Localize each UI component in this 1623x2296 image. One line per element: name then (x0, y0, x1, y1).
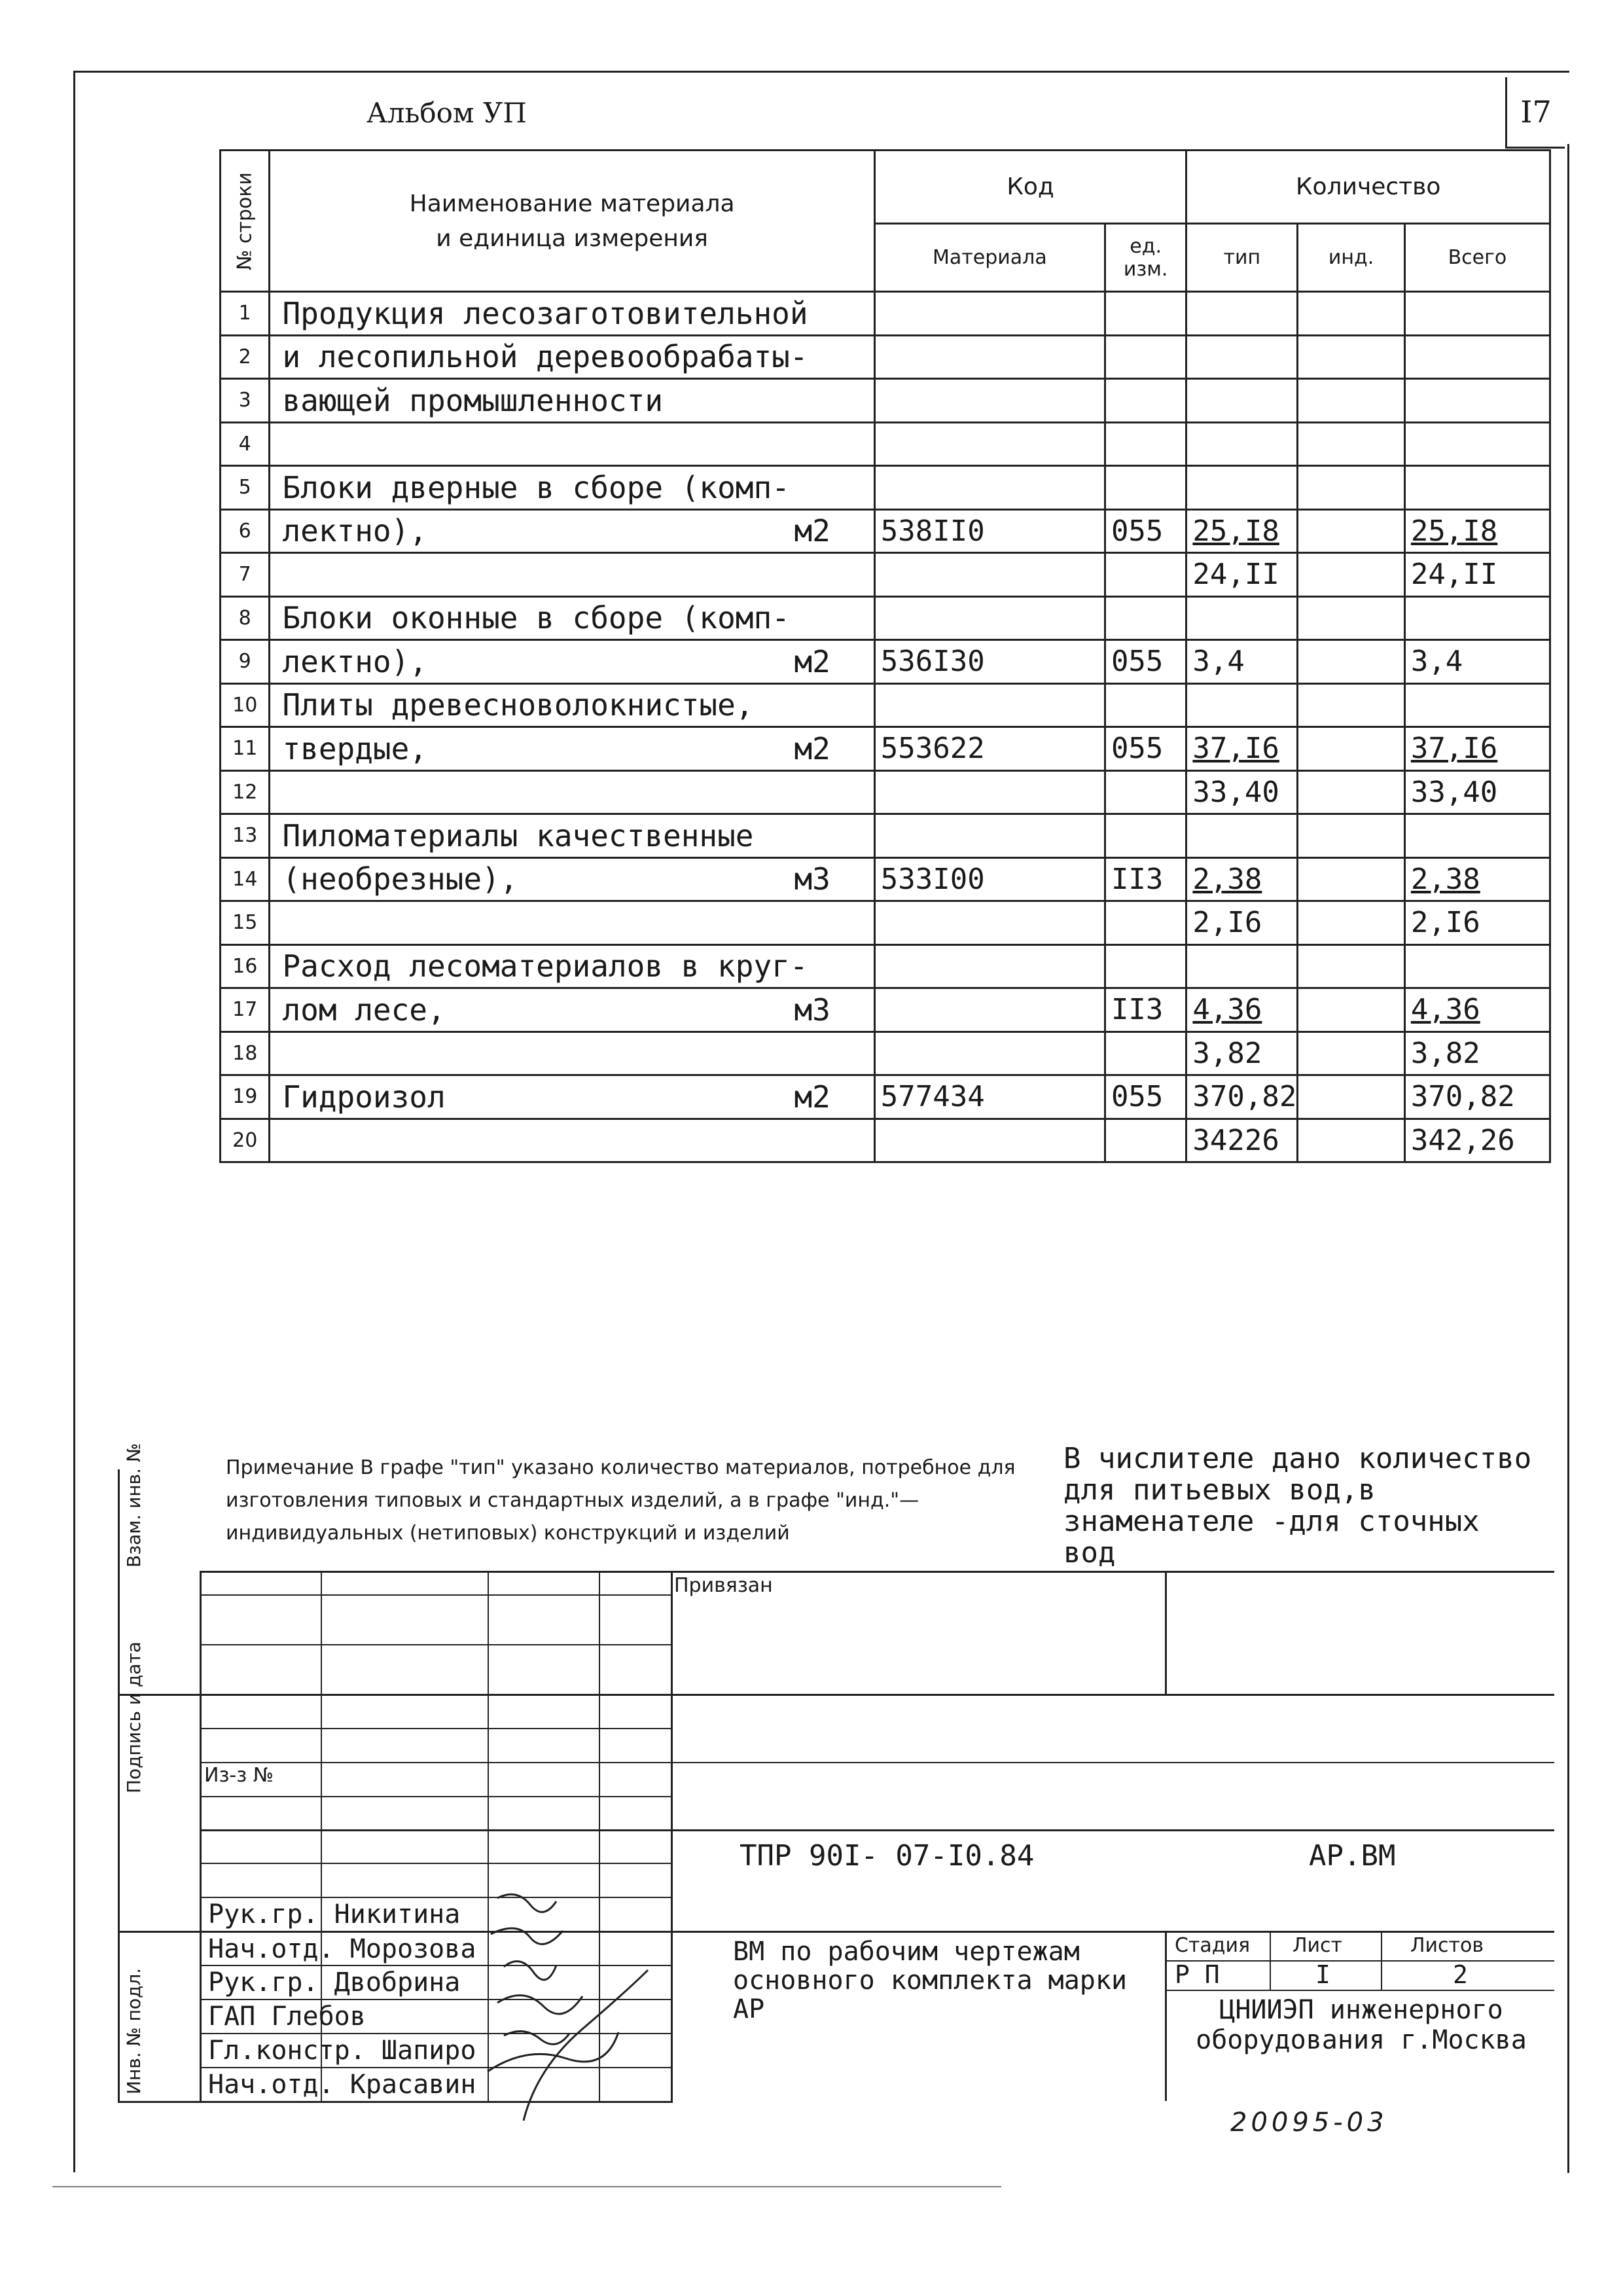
table-row (221, 727, 1550, 771)
material-name-text: твердые, (282, 730, 427, 766)
material-name (270, 901, 874, 945)
unit-code (1105, 944, 1186, 988)
qty-ind (1298, 1031, 1405, 1075)
signer: ГАП Глебов (208, 2001, 366, 2032)
side-label-vzam: Взам. инв. № (123, 1443, 145, 1568)
qty-total: 2,38 (1404, 857, 1550, 901)
row-number: 10 (221, 683, 270, 727)
material-unit: м2 (794, 730, 830, 766)
material-code (874, 770, 1105, 814)
table-row (221, 944, 1550, 988)
qty-typ (1186, 814, 1298, 858)
unit-code (1105, 770, 1186, 814)
table-row (221, 1031, 1550, 1075)
material-code (874, 988, 1105, 1032)
unit-code (1105, 422, 1186, 466)
row-number: 13 (221, 814, 270, 858)
material-name (270, 857, 874, 901)
signer: Рук.гр. Двобрина (208, 1967, 461, 1998)
qty-ind (1298, 509, 1405, 553)
archive-number: 20095-03 (1230, 2108, 1388, 2138)
row-number: 3 (221, 379, 270, 423)
sheet-header: Лист (1293, 1934, 1343, 1957)
note-right: В числителе дано количество для питьевых вод,в знаменателе -для сточных вод (1063, 1442, 1532, 1570)
organization: ЦНИИЭП инженерного оборудования г.Москва (1196, 1995, 1527, 2055)
change-no-label: Из-з № (204, 1764, 274, 1787)
qty-ind (1298, 857, 1405, 901)
qty-ind (1298, 814, 1405, 858)
qty-typ (1186, 335, 1298, 379)
qty-typ (1186, 683, 1298, 727)
row-number: 16 (221, 944, 270, 988)
material-name-text: (необрезные), (282, 861, 518, 897)
material-name (270, 770, 874, 814)
qty-total (1404, 814, 1550, 858)
qty-typ: 37,I6 (1186, 727, 1298, 771)
unit-code (1105, 596, 1186, 640)
qty-ind (1298, 335, 1405, 379)
material-unit: м2 (794, 513, 830, 549)
material-name (270, 553, 874, 597)
qty-total: 342,26 (1404, 1119, 1550, 1162)
qty-ind (1298, 1075, 1405, 1119)
sheet-value: I (1315, 1960, 1330, 1989)
table-row (221, 770, 1550, 814)
table-row (221, 292, 1550, 336)
material-name-text: лектно), (282, 643, 427, 679)
qty-ind (1298, 379, 1405, 423)
table-row (221, 379, 1550, 423)
qty-total (1404, 292, 1550, 336)
qty-ind (1298, 901, 1405, 945)
qty-typ (1186, 466, 1298, 510)
material-name (270, 683, 874, 727)
table-row (221, 596, 1550, 640)
row-number: 2 (221, 335, 270, 379)
unit-code: II3 (1105, 988, 1186, 1032)
qty-typ (1186, 944, 1298, 988)
qty-typ (1186, 422, 1298, 466)
material-name (270, 335, 874, 379)
material-name (270, 727, 874, 771)
qty-total (1404, 335, 1550, 379)
qty-typ (1186, 292, 1298, 336)
qty-typ: 2,I6 (1186, 901, 1298, 945)
qty-ind (1298, 1119, 1405, 1162)
qty-ind (1298, 640, 1405, 684)
stage-header: Стадия (1175, 1934, 1251, 1957)
material-name-text: Продукция лесозаготовительной (282, 295, 808, 331)
qty-typ: 3,82 (1186, 1031, 1298, 1075)
qty-typ: 2,38 (1186, 857, 1298, 901)
material-code (874, 466, 1105, 510)
stage-value: Р П (1175, 1960, 1220, 1989)
material-code (874, 683, 1105, 727)
material-name (270, 814, 874, 858)
qty-typ: 33,40 (1186, 770, 1298, 814)
table-row (221, 422, 1550, 466)
row-number: 1 (221, 292, 270, 336)
signer: Нач.отд. Морозова (208, 1934, 476, 1964)
material-name (270, 1031, 874, 1075)
material-name (270, 509, 874, 553)
unit-code (1105, 292, 1186, 336)
signer: Гл.констр. Шапиро (208, 2036, 476, 2066)
row-number: 17 (221, 988, 270, 1032)
qty-ind (1298, 292, 1405, 336)
row-number: 7 (221, 553, 270, 597)
unit-code: II3 (1105, 857, 1186, 901)
table-row (221, 1119, 1550, 1162)
qty-total: 25,I8 (1404, 509, 1550, 553)
doc-code: ТПР 90I- 07-I0.84 (740, 1839, 1035, 1873)
qty-total (1404, 422, 1550, 466)
material-code: 536I30 (874, 640, 1105, 684)
material-name (270, 422, 874, 466)
material-code (874, 292, 1105, 336)
unit-code (1105, 683, 1186, 727)
material-name (270, 379, 874, 423)
material-unit: м2 (794, 1079, 830, 1115)
row-number: 6 (221, 509, 270, 553)
material-code (874, 1031, 1105, 1075)
material-code (874, 335, 1105, 379)
material-name (270, 988, 874, 1032)
qty-typ: 24,II (1186, 553, 1298, 597)
qty-total: 3,4 (1404, 640, 1550, 684)
qty-ind (1298, 727, 1405, 771)
qty-total (1404, 944, 1550, 988)
material-unit: м3 (794, 861, 830, 897)
album-title: Альбом УП (366, 97, 527, 129)
row-number: 11 (221, 727, 270, 771)
unit-code (1105, 553, 1186, 597)
table-row (221, 1075, 1550, 1119)
qty-ind (1298, 422, 1405, 466)
qty-typ: 25,I8 (1186, 509, 1298, 553)
qty-typ (1186, 379, 1298, 423)
material-name (270, 596, 874, 640)
row-number: 4 (221, 422, 270, 466)
material-name (270, 1075, 874, 1119)
unit-code: 055 (1105, 509, 1186, 553)
table-row (221, 814, 1550, 858)
header-typ: тип (1186, 224, 1298, 292)
header-total: Всего (1404, 224, 1550, 292)
material-code (874, 422, 1105, 466)
row-number: 15 (221, 901, 270, 945)
row-number: 5 (221, 466, 270, 510)
material-name (270, 466, 874, 510)
material-name-text: лом лесе, (282, 992, 446, 1028)
row-number: 14 (221, 857, 270, 901)
unit-code (1105, 466, 1186, 510)
side-label-inv: Инв. № подл. (123, 1967, 145, 2094)
header-code: Код (874, 151, 1186, 224)
material-code (874, 379, 1105, 423)
qty-typ: 3,4 (1186, 640, 1298, 684)
qty-ind (1298, 466, 1405, 510)
material-name (270, 292, 874, 336)
table-row (221, 553, 1550, 597)
material-code: 553622 (874, 727, 1105, 771)
qty-total: 4,36 (1404, 988, 1550, 1032)
signer: Нач.отд. Красавин (208, 2070, 476, 2100)
material-code (874, 553, 1105, 597)
header-quantity: Количество (1186, 151, 1550, 224)
material-name-text: Блоки оконные в сборе (комп- (282, 600, 790, 636)
unit-code: 055 (1105, 1075, 1186, 1119)
doc-mark: АР.ВМ (1309, 1839, 1396, 1873)
qty-typ: 370,82 (1186, 1075, 1298, 1119)
signer: Рук.гр. Никитина (208, 1899, 461, 1929)
unit-code (1105, 1031, 1186, 1075)
header-unit: ед. изм. (1105, 224, 1186, 292)
row-number: 8 (221, 596, 270, 640)
qty-total (1404, 683, 1550, 727)
privyazan-label: Привязан (674, 1574, 773, 1597)
header-material: Материала (874, 224, 1105, 292)
table-row (221, 901, 1550, 945)
qty-total (1404, 596, 1550, 640)
sheets-header: Листов (1410, 1934, 1484, 1957)
qty-total: 33,40 (1404, 770, 1550, 814)
qty-ind (1298, 683, 1405, 727)
row-number: 20 (221, 1119, 270, 1162)
material-name (270, 640, 874, 684)
table-row (221, 857, 1550, 901)
material-code: 538II0 (874, 509, 1105, 553)
doc-title: ВМ по рабочим чертежам основного комплекта марки АР (733, 1937, 1128, 2024)
qty-typ: 4,36 (1186, 988, 1298, 1032)
material-unit: м3 (794, 992, 830, 1028)
qty-ind (1298, 988, 1405, 1032)
page-number: I7 (1505, 77, 1565, 149)
material-code (874, 1119, 1105, 1162)
header-name: Наименование материала и единица измерения (270, 151, 874, 292)
side-label-podpis: Подпись и дата (123, 1641, 145, 1793)
material-unit: м2 (794, 643, 830, 679)
unit-code (1105, 901, 1186, 945)
qty-ind (1298, 596, 1405, 640)
qty-total (1404, 466, 1550, 510)
row-number: 9 (221, 640, 270, 684)
note-left: Примечание В графе "тип" указано количество материалов, потребное для изготовления типовых и стандартных изделий, а в графе "инд."— индивидуальных (нетиповых) конструкций и изделий (226, 1456, 1016, 1545)
material-name-text: и лесопильной деревообрабаты- (282, 339, 808, 375)
table-row (221, 466, 1550, 510)
material-code (874, 814, 1105, 858)
row-number: 18 (221, 1031, 270, 1075)
material-name-text: Расход лесоматериалов в круг- (282, 948, 808, 984)
unit-code (1105, 335, 1186, 379)
row-number: 19 (221, 1075, 270, 1119)
unit-code (1105, 379, 1186, 423)
sheets-value: 2 (1453, 1960, 1468, 1989)
qty-typ (1186, 596, 1298, 640)
qty-total: 24,II (1404, 553, 1550, 597)
table-row (221, 335, 1550, 379)
unit-code (1105, 1119, 1186, 1162)
unit-code: 055 (1105, 727, 1186, 771)
qty-total: 370,82 (1404, 1075, 1550, 1119)
table-row (221, 640, 1550, 684)
material-name-text: вающей промышленности (282, 382, 664, 418)
unit-code: 055 (1105, 640, 1186, 684)
qty-ind (1298, 770, 1405, 814)
header-ind: инд. (1298, 224, 1405, 292)
unit-code (1105, 814, 1186, 858)
header-row-no: № строки (221, 151, 270, 292)
material-name-text: лектно), (282, 513, 427, 549)
table-row (221, 683, 1550, 727)
material-name-text: Плиты древесноволокнистые, (282, 687, 754, 723)
material-name (270, 1119, 874, 1162)
row-number: 12 (221, 770, 270, 814)
material-code (874, 596, 1105, 640)
material-name (270, 944, 874, 988)
qty-total: 2,I6 (1404, 901, 1550, 945)
material-name-text: Блоки дверные в сборе (комп- (282, 469, 790, 505)
qty-total (1404, 379, 1550, 423)
material-code (874, 901, 1105, 945)
materials-table (219, 149, 1551, 1163)
qty-total: 37,I6 (1404, 727, 1550, 771)
table-row (221, 988, 1550, 1032)
qty-total: 3,82 (1404, 1031, 1550, 1075)
material-code (874, 944, 1105, 988)
qty-ind (1298, 944, 1405, 988)
material-name-text: Гидроизол (282, 1079, 446, 1115)
material-code: 533I00 (874, 857, 1105, 901)
qty-typ: 34226 (1186, 1119, 1298, 1162)
qty-ind (1298, 553, 1405, 597)
signature-scribbles (484, 1885, 694, 2134)
material-code: 577434 (874, 1075, 1105, 1119)
material-name-text: Пиломатериалы качественные (282, 817, 754, 853)
table-row (221, 509, 1550, 553)
